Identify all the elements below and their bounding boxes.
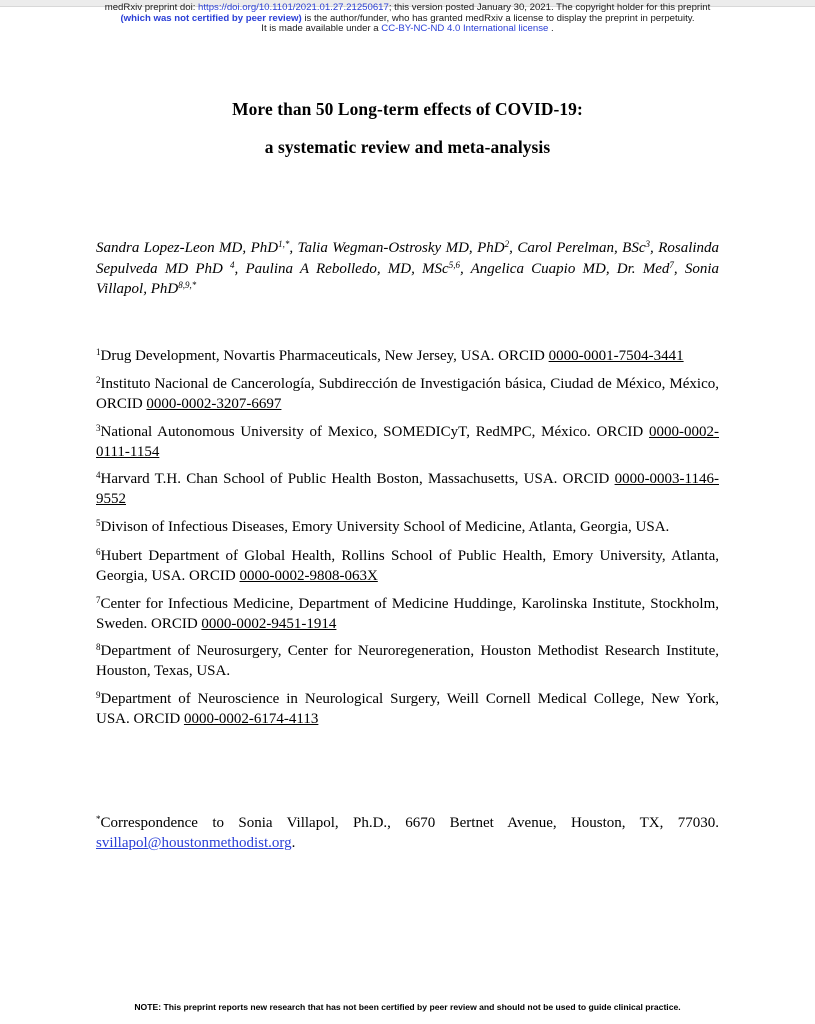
doi-link[interactable]: https://doi.org/10.1101/2021.01.27.21250617 (198, 2, 389, 13)
author-name: Sandra Lopez-Leon MD, PhD (96, 240, 279, 256)
author (471, 261, 685, 277)
correspondence-end: . (291, 835, 296, 851)
author-name: Angelica Cuapio MD, Dr. Med (470, 260, 670, 277)
author-name: Carol Perelman, BSc (517, 240, 646, 256)
affiliation-text: Drug Development, Novartis Pharmaceuticals, New Jersey, USA. ORCID (100, 348, 549, 364)
affiliation-6 (96, 547, 719, 586)
orcid-link[interactable]: 0000-0003-1146-9552 (96, 471, 719, 507)
orcid-link[interactable]: 0000-0002-6174-4113 (183, 710, 319, 727)
affiliation-text: Divison of Infectious Diseases, Emory University School of Medicine, Atlanta, Georgia, USA. (100, 519, 670, 535)
author-list (96, 238, 719, 300)
affiliation-number: 9 (96, 690, 101, 700)
affiliation-number: 6 (96, 547, 101, 557)
author-affiliation-sup: 1,* (278, 239, 290, 249)
orcid-link[interactable]: 0000-0002-9808-063X (239, 567, 378, 584)
author-affiliation-sup: 5,6 (448, 259, 460, 270)
author-affiliation-sup: 8,9,* (178, 280, 197, 290)
affiliation-5 (96, 518, 719, 538)
affiliation-number: 7 (96, 595, 101, 605)
license-link[interactable]: CC-BY-NC-ND 4.0 International license (381, 23, 549, 34)
affiliation-7 (96, 595, 719, 634)
affiliation-4 (96, 470, 719, 509)
paper-title-line-2: a systematic review and meta-analysis (264, 137, 551, 157)
orcid-link[interactable]: 0000-0001-7504-3441 (548, 348, 684, 364)
affiliation-text: Department of Neurosurgery, Center for Neuroregeneration, Houston Methodist Research Institute, Houston, Texas, USA. (96, 643, 719, 679)
author (96, 240, 298, 256)
affiliation-text: Hubert Department of Global Health, Rollins School of Public Health, Emory University, Atlanta, Georgia, USA. ORCID (96, 548, 719, 584)
orcid-link[interactable]: 0000-0002-9451-1914 (201, 615, 337, 632)
author-name: Rosalinda Sepulveda MD PhD (96, 240, 720, 277)
header-posted-text: ; this version posted January 30, 2021. The copyright holder for this preprint (388, 2, 711, 13)
author-name: Talia Wegman-Ostrosky MD, PhD (297, 240, 505, 256)
affiliation-1 (96, 347, 719, 367)
header-available-text: It is made available under a (261, 23, 382, 34)
correspondence-text: Correspondence to Sonia Villapol, Ph.D., 6670 Bertnet Avenue, Houston, TX, 77030. (100, 815, 719, 831)
author-separator: , (289, 240, 298, 256)
affiliation-number: 3 (96, 423, 101, 433)
paper-title-line-1: More than 50 Long-term effects of COVID-19: (232, 99, 583, 119)
affiliation-number: 8 (96, 642, 101, 652)
peer-review-warning: (which was not certified by peer review) (120, 12, 302, 24)
affiliation-9 (96, 690, 719, 729)
affiliation-text: Center for Infectious Medicine, Department of Medicine Huddinge, Karolinska Institute, Stockholm, Sweden. ORCID (96, 596, 719, 632)
correspondence (96, 813, 719, 853)
affiliation-number: 4 (96, 470, 101, 480)
orcid-link[interactable]: 0000-0002-3207-6697 (146, 395, 282, 412)
affiliation-number: 5 (96, 518, 101, 528)
author (298, 240, 518, 256)
author-separator: , (234, 260, 246, 277)
header-doi-prefix: medRxiv preprint doi: (104, 2, 199, 13)
orcid-link[interactable]: 0000-0002-0111-1154 (96, 424, 719, 460)
correspondence-email-link[interactable]: svillapol@houstonmethodist.org (96, 835, 292, 851)
author (246, 261, 471, 277)
header-license-text: is the author/funder, who has granted medRxiv a license to display the preprint in perpetuity. (301, 12, 695, 24)
author-separator: , (459, 260, 471, 277)
correspondence-mark: * (96, 814, 101, 824)
preprint-footer-note: NOTE: This preprint reports new research that has not been certified by peer review and should not be used to guide clinical practice. (134, 1002, 681, 1012)
author (517, 240, 658, 256)
preprint-header (0, 3, 815, 35)
author-name: Sonia Villapol, PhD (96, 260, 720, 297)
author-affiliation-sup: 3 (645, 239, 650, 249)
affiliation-text: National Autonomous University of Mexico, SOMEDICyT, RedMPC, México. ORCID (100, 424, 649, 440)
author-separator: , (509, 240, 518, 256)
affiliation-number: 2 (96, 375, 101, 385)
affiliation-3 (96, 423, 719, 462)
author-separator: , (673, 260, 685, 277)
author-name: Paulina A Rebolledo, MD, MSc (245, 260, 449, 277)
affiliation-2 (96, 375, 719, 414)
affiliation-text: Harvard T.H. Chan School of Public Health Boston, Massachusetts, USA. ORCID (100, 471, 615, 487)
affiliation-8 (96, 642, 719, 681)
header-period: . (548, 23, 554, 34)
author-separator: , (649, 240, 659, 256)
author-affiliation-sup: 2 (504, 239, 510, 249)
affiliation-text: Instituto Nacional de Cancerología, Subdirección de Investigación básica, Ciudad de México, México, ORCID (96, 376, 719, 412)
affiliation-text: Department of Neuroscience in Neurological Surgery, Weill Cornell Medical College, New York, USA. ORCID (96, 691, 719, 727)
affiliation-number: 1 (96, 347, 101, 357)
author-affiliation-sup: 4 (230, 259, 235, 270)
author-affiliation-sup: 7 (669, 259, 674, 270)
header-line-3 (0, 24, 815, 35)
